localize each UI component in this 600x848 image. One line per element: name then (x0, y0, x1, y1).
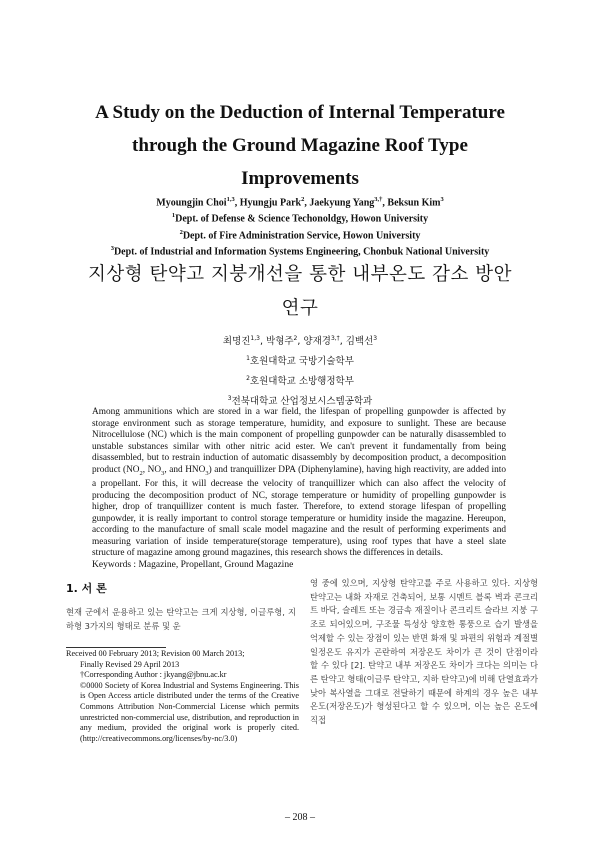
author-sup: 2 (301, 196, 305, 203)
affiliation-sup: 1 (246, 355, 250, 363)
author-sup: 3 (373, 335, 378, 342)
abstract-subscript: 2 (139, 469, 143, 477)
english-title-line: A Study on the Deduction of Internal Temperature (95, 102, 505, 123)
author-name: Beksun Kim (387, 197, 441, 209)
abstract-text: , NO (142, 464, 162, 475)
affiliation-text: Dept. of Industrial and Information Systems Engineering, Chonbuk National University (113, 246, 490, 258)
affiliation-sup: 3 (110, 244, 114, 252)
footnote-line: Finally Revised 29 April 2013 (80, 659, 180, 669)
abstract (92, 407, 506, 560)
author-name: 김백선 (345, 336, 374, 348)
left-column-body: 현재 군에서 운용하고 있는 탄약고는 크게 지상형, 이글루형, 지하형 3가지의 형태로 분류 및 운 (66, 607, 296, 631)
english-title (40, 96, 560, 195)
affiliation-text: 호원대학교 소방행정학부 (249, 376, 354, 388)
author-sep: , (297, 336, 304, 348)
abstract-subscript: 3 (205, 469, 209, 477)
author-sup: 2 (293, 335, 298, 342)
korean-title (40, 258, 560, 326)
footnote-line: Received 00 February 2013; Revision 00 March 2013; (66, 649, 245, 658)
affiliation-sup: 1 (171, 212, 176, 220)
author-sup: 1,3 (226, 196, 235, 203)
korean-affiliation (40, 350, 560, 370)
affiliation-sup: 3 (227, 395, 232, 403)
korean-affiliation (40, 370, 560, 390)
english-authors-block (40, 193, 560, 258)
english-affiliation (40, 242, 560, 258)
author-sup: 1,3 (250, 335, 260, 342)
korean-title-line: 지상형 탄약고 지붕개선을 통한 내부온도 감소 방안 (87, 264, 513, 285)
affiliation-sup: 2 (179, 228, 183, 236)
author-name: Jaekyung Yang (309, 197, 375, 209)
author-name: 최명진 (222, 336, 251, 348)
english-title-line: Improvements (241, 168, 359, 189)
author-sep: , (234, 197, 240, 209)
author-name: Myoungjin Choi (156, 197, 227, 209)
footnote-line: †Corresponding Author : jkyang@jbnu.ac.kr (80, 670, 227, 680)
author-sup: 3 (440, 196, 444, 203)
page-number: – 208 – (285, 812, 315, 823)
footnote-license: ©0000 Society of Korea Industrial and Systems Engineering. This is Open Access article distributed under the terms of the Creative Commons Attribution Non-Commercial License which permits unrestricted non-commercial use, distribution, and reproduction in any medium, provided the original work is properly cited. (http://creativecommons.org/licenses/by-nc/3.0) (80, 680, 299, 743)
author-sup: 3,† (330, 335, 340, 342)
footnotes (66, 649, 299, 744)
affiliation-text: Dept. of Defense & Science Techonoldgy, Howon University (175, 213, 429, 225)
affiliation-text: Dept. of Fire Administration Service, Howon University (182, 229, 421, 241)
author-name: 박형주 (266, 336, 294, 348)
author-sep: , (259, 336, 267, 348)
author-name: 양재경 (303, 336, 331, 348)
abstract-text: Among ammunitions which are stored in a war field, the lifespan of propelling gunpowder is affected by storage environment such as storage temperature, humidity, and exposure to sunlight. These are because Nitrocellulose (NC) which is the main component of propelling gunpowder can be naturally disassembled to unstable substances similar with other nitric acid ester. We can't prevent it fundamentally from being disassembled, but to restrain induction of automatic disassembly by decomposition product, a decomposition product (NO (92, 407, 506, 475)
english-title-line: through the Ground Magazine Roof Type (132, 135, 468, 156)
author-sep: , (382, 197, 388, 209)
author-sup: 3,† (374, 196, 383, 203)
footnote-divider (66, 647, 166, 648)
author-sep: , (304, 197, 310, 209)
abstract-text: ) and tranquillizer DPA (Diphenylamine), having high reactivity, are added into a propellant. For this, it will decrease the velocity of tranquillizer which can also affect the velocity of producing the decomposition product of NC, storage temperature or humidity of propelling gunpowder is higher, drop of tranquillizer content is much faster. Therefore, to extend storage lifespan of propelling gunpowder, it is really important to control storage temperature or humidity inside the magazine. Hereupon, according to the manufacture of small scale model magazine and the result of performing experiments and measuring variation of inside temperature(storage temperature), using roof types that have a steel slate structure of magazine among ground magazines, this research shows the differences in details. (92, 464, 506, 559)
korean-author-names (40, 330, 560, 350)
abstract-subscript: 3 (161, 469, 165, 477)
keywords: Keywords : Magazine, Propellant, Ground Magazine (92, 560, 294, 570)
english-author-names (40, 193, 560, 209)
author-name: Hyungju Park (239, 197, 302, 209)
english-affiliation (40, 209, 560, 225)
author-sep: , (339, 336, 346, 348)
section-heading: 1. 서 론 (66, 582, 107, 595)
right-column-body: 영 중에 있으며, 지상형 탄약고를 주로 사용하고 있다. 지상형 탄약고는 내화 자재로 건축되어, 보통 시멘트 블록 벽과 콘크리트 바닥, 슬레트 또는 경금속 재질이나 콘크리트 슬라브 지붕 구조로 되어있으며, 구조물 특성상 양호한 통풍으로 습기 발생을 억제할 수 있는 장점이 있는 반면 화재 및 파편의 위험과 계절별 일정온도 유지가 곤란하여 저장온도 차이가 큰 것이 단점이라 할 수 있다 [2]. 탄약고 내부 저장온도 차이가 크다는 의미는 다른 탄약고 형태(이글루 탄약고, 지하 탄약고)에 비해 단열효과가 낮아 복사열을 그대로 전달하기 때문에 하계의 경우 높은 내부온도(저장온도)가 형성된다고 할 수 있으며, 이는 높은 온도에 직접 (310, 578, 538, 726)
affiliation-text: 호원대학교 국방기술학부 (249, 356, 354, 368)
abstract-text: , and HNO (164, 464, 206, 475)
affiliation-text: 전북대학교 산업정보시스템공학과 (231, 396, 373, 408)
korean-title-line: 연구 (281, 298, 319, 319)
affiliation-sup: 2 (246, 375, 250, 383)
korean-authors-block (40, 330, 560, 411)
section-1-heading-wrap (66, 580, 296, 596)
english-affiliation (40, 226, 560, 242)
